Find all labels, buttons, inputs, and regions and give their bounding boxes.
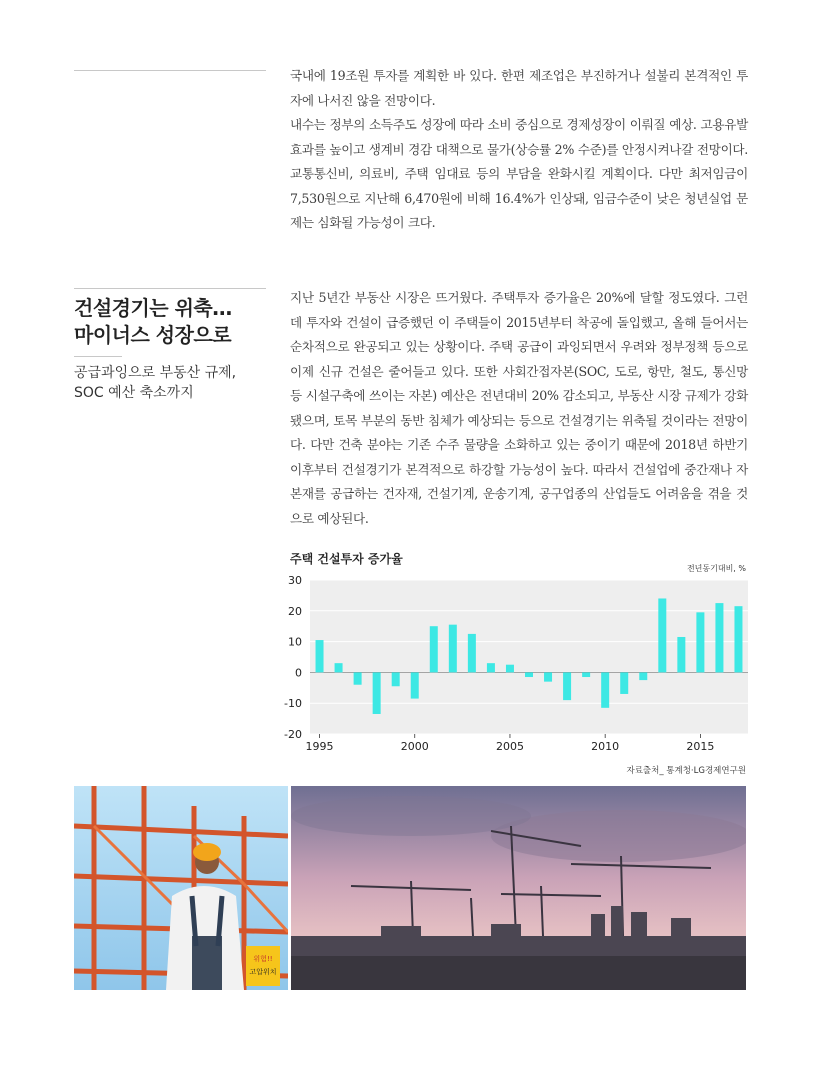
y-tick-label: 0 bbox=[295, 666, 302, 680]
x-tick-label: 2010 bbox=[591, 740, 620, 753]
body-text-section bbox=[290, 286, 748, 531]
section-subtitle-line: SOC 예산 축소까지 bbox=[74, 385, 194, 401]
construction-worker-photo bbox=[74, 786, 288, 990]
bar bbox=[373, 672, 381, 714]
y-tick-label: 30 bbox=[288, 574, 302, 587]
bar bbox=[734, 606, 742, 672]
bar bbox=[715, 603, 723, 672]
bar-chart bbox=[276, 572, 752, 758]
y-tick-label: 10 bbox=[288, 635, 302, 649]
chart-unit-label: 전년동기대비, % bbox=[686, 564, 746, 573]
y-tick-label: -20 bbox=[284, 728, 302, 741]
city-cranes-sunset-photo bbox=[291, 786, 746, 990]
bar bbox=[639, 672, 647, 680]
bar bbox=[525, 672, 533, 677]
top-divider bbox=[74, 70, 266, 71]
chart-title: 주택 건설투자 증가율 bbox=[290, 552, 403, 566]
sign-text: 위험!! bbox=[253, 955, 273, 963]
bar bbox=[658, 598, 666, 672]
section-subtitle-line: 공급과잉으로 부동산 규제, bbox=[74, 365, 237, 381]
bar bbox=[601, 672, 609, 707]
x-tick-label: 2000 bbox=[400, 740, 429, 753]
chart-source: 자료출처_ 통계청·LG경제연구원 bbox=[626, 766, 746, 776]
subtitle-divider bbox=[74, 356, 122, 357]
x-tick-label: 2015 bbox=[686, 740, 715, 753]
x-tick-label: 2005 bbox=[495, 740, 524, 753]
bar bbox=[506, 665, 514, 673]
bar bbox=[392, 672, 400, 686]
section-title-line: 마이너스 성장으로 bbox=[74, 323, 232, 347]
bar bbox=[354, 672, 362, 684]
x-tick-label: 1995 bbox=[305, 740, 334, 753]
bar bbox=[468, 634, 476, 673]
bar bbox=[582, 672, 590, 677]
body-text-top bbox=[290, 64, 748, 236]
section-subtitle bbox=[74, 363, 274, 403]
bar bbox=[620, 672, 628, 694]
y-tick-label: 20 bbox=[288, 604, 302, 618]
sign-text: 고압위치 bbox=[249, 968, 277, 976]
section-title bbox=[74, 295, 274, 349]
bar bbox=[696, 612, 704, 672]
bar bbox=[316, 640, 324, 672]
paragraph: 국내에 19조원 투자를 계획한 바 있다. 한편 제조업은 부진하거나 설불리 본격적인 투자에 나서진 않을 전망이다. bbox=[290, 68, 748, 108]
bar bbox=[563, 672, 571, 700]
bar bbox=[335, 663, 343, 672]
section-title-line: 건설경기는 위축… bbox=[74, 296, 232, 320]
paragraph: 내수는 정부의 소득주도 성장에 따라 소비 중심으로 경제성장이 이뤄질 예상. 고용유발 효과를 높이고 생계비 경감 대책으로 물가(상승률 2% 수준)를 안정시켜나갈 전망이다. 교통통신비, 의료비, 주택 임대료 등의 부담을 완화시킬 계획이다. 다만 최저임금이 7,530원으로 지난해 6,470원에 비해 16.4%가 인상돼, 임금수준이 낮은 청년실업 문제는 심화될 가능성이 크다. bbox=[290, 117, 748, 230]
paragraph: 지난 5년간 부동산 시장은 뜨거웠다. 주택투자 증가율은 20%에 달할 정도였다. 그런데 투자와 건설이 급증했던 이 주택들이 2015년부터 착공에 돌입했고, 올해 들어서는 순차적으로 완공되고 있는 상황이다. 주택 공급이 과잉되면서 우려와 정부정책 등으로 이제 신규 건설은 줄어들고 있다. 또한 사회간접자본(SOC, 도로, 항만, 철도, 통신망 등 시설구축에 쓰이는 자본) 예산은 전년대비 20% 감소되고, 부동산 시장 규제가 강화됐으며, 토목 부분의 동반 침체가 예상되는 등으로 건설경기는 위축될 것이라는 전망이다. 다만 건축 분야는 기존 수주 물량을 소화하고 있는 중이기 때문에 2018년 하반기 이후부터 건설경기가 본격적으로 하강할 가능성이 높다. 따라서 건설업에 중간재나 자본재를 공급하는 건자재, 건설기계, 운송기계, 공구업종의 산업들도 어려움을 겪을 것으로 예상된다. bbox=[290, 290, 748, 526]
bar bbox=[544, 672, 552, 681]
bar bbox=[430, 626, 438, 672]
bar bbox=[449, 625, 457, 673]
bar bbox=[487, 663, 495, 672]
section-divider bbox=[74, 288, 266, 289]
y-tick-label: -10 bbox=[284, 697, 302, 711]
bar bbox=[677, 637, 685, 672]
bar bbox=[411, 672, 419, 698]
